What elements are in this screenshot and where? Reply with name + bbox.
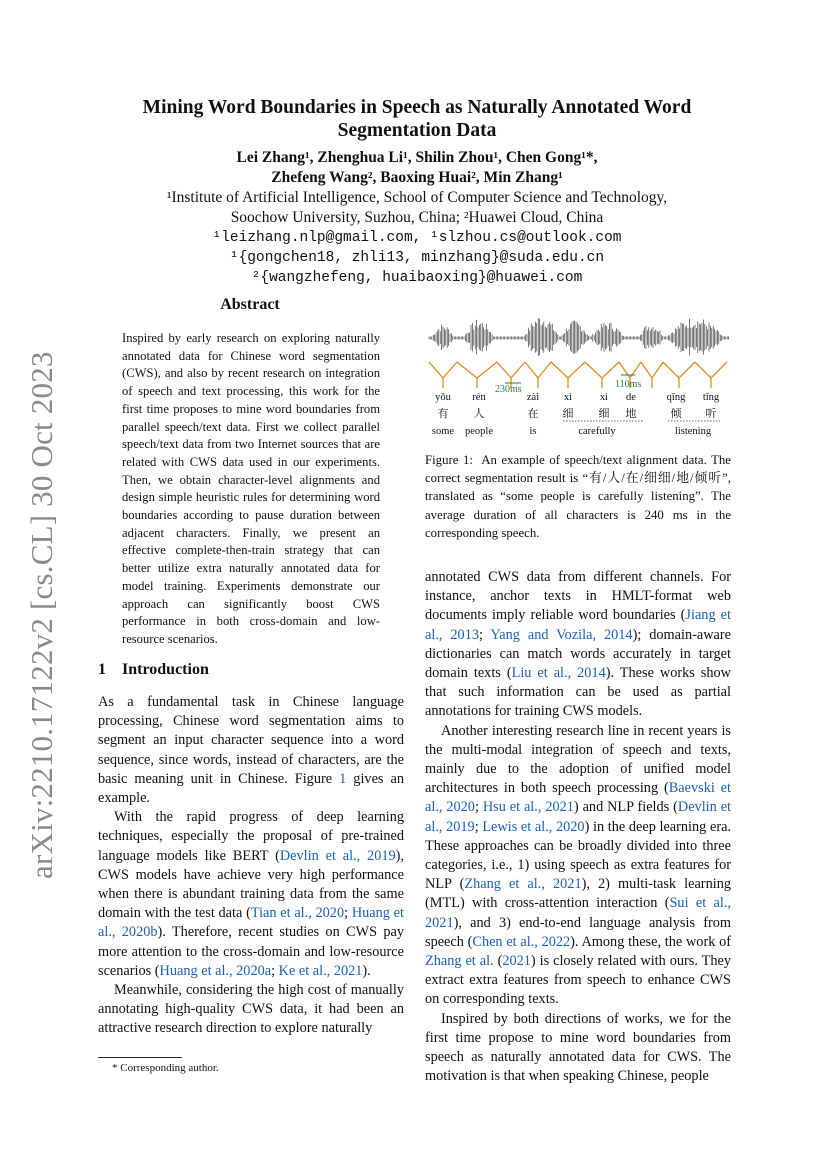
- gloss-label: carefully: [578, 426, 616, 437]
- citation-link[interactable]: Jiang et al., 2013: [425, 607, 731, 643]
- pinyin-label: rén: [472, 392, 486, 403]
- affiliation-line-1: ¹Institute of Artificial Intelligence, School of Computer Science and Technology,: [166, 189, 668, 206]
- abstract-body: Inspired by early research on exploring naturally annotated data for Chinese word segmentation (CWS), and also by recent research on integration of speech and text processing, this work for the first time proposes to mine word boundaries from parallel speech/text data. First we collect parallel speech/text data from two Internet sources that are related with CWS data used in our experiments. Then, we obtain character-level alignments and design simple heuristic rules for determining word boundaries according to pause duration between adjacent characters. Finally, we present an effective complete-then-train strategy that can better utilize extra naturally annotated data for model training. Experiments demonstrate our approach can significantly boost CWS performance in both cross-domain and low-resource scenarios.: [122, 331, 380, 646]
- authors-line-1: Lei Zhang¹, Zhenghua Li¹, Shilin Zhou¹, Chen Gong¹*,: [236, 149, 598, 166]
- paragraph: With the rapid progress of deep learning techniques, especially the proposal of pre-trained language models like BERT (Devlin et al., 2019), CWS models have achieve very high performance when there is abundant training data from the same domain with the test data (Tian et al., 2020; Huang et al., 2020b). Therefore, recent studies on CWS pay more attention to the cross-domain and low-resource scenarios (Huang et al., 2020a; Ke et al., 2021).: [98, 809, 404, 979]
- pinyin-label: xì: [599, 392, 609, 403]
- citation-link[interactable]: Devlin et al., 2019: [279, 847, 396, 864]
- waveform: [429, 318, 729, 356]
- caption-label: Figure 1:: [425, 453, 473, 467]
- citation-link[interactable]: Devlin et al., 2019: [425, 799, 732, 835]
- right-column: [425, 568, 731, 1086]
- gloss-label: some: [431, 426, 455, 437]
- paragraph: annotated CWS data from different channels. For instance, anchor texts in HMLT-format web documents imply reliable word boundaries (Jiang et al., 2013; Yang and Vozila, 2014); domain-aware dictionaries can match words accurately in target domain texts (Liu et al., 2014). These works show that such information can be used as partial annotations for training CWS models.: [425, 569, 731, 720]
- figure-1-waveform: [425, 300, 735, 450]
- citation-link[interactable]: Liu et al., 2014: [511, 665, 606, 682]
- pinyin-label: qīng: [666, 392, 686, 403]
- footnote: * Corresponding author.: [112, 1062, 219, 1074]
- gloss-label: listening: [674, 426, 712, 437]
- alignment-lines: [429, 362, 727, 388]
- section-number: 1: [98, 661, 106, 678]
- pinyin-label: tīng: [702, 392, 720, 403]
- chinese-char: 人: [473, 407, 485, 420]
- email-line-2: ¹{gongchen18, zhli13, minzhang}@suda.edu.cn: [229, 250, 605, 266]
- citation-link[interactable]: Sui et al., 2021: [425, 895, 731, 931]
- chinese-char: 细: [562, 407, 574, 420]
- email-line-1: ¹leizhang.nlp@gmail.com, ¹slzhou.cs@outlook.com: [212, 230, 622, 246]
- citation-link[interactable]: Baevski et al., 2020: [425, 780, 732, 816]
- paragraph: Inspired by both directions of works, we for the first time propose to mine word boundaries from speech as naturally annotated data for CWS. The motivation is that when speaking Chinese, people: [425, 1010, 731, 1085]
- email-line-3: ²{wangzhefeng, huaibaoxing}@huawei.com: [251, 270, 583, 286]
- affiliation-line-2: Soochow University, Suzhou, China; ²Huawei Cloud, China: [230, 209, 604, 226]
- footnote-rule: [98, 1057, 182, 1058]
- section-title: Introduction: [122, 661, 209, 678]
- pinyin-label: de: [626, 392, 636, 403]
- gloss-label: people: [465, 426, 493, 437]
- citation-link[interactable]: Lewis et al., 2020: [482, 818, 585, 835]
- pinyin-label: zài: [526, 392, 540, 403]
- pinyin-label: xì: [563, 392, 573, 403]
- chinese-char: 听: [705, 407, 717, 420]
- authors-line-2: Zhefeng Wang², Baoxing Huai², Min Zhang¹: [271, 169, 563, 186]
- figure-link[interactable]: 1: [339, 770, 347, 787]
- citation-link[interactable]: 2021: [502, 953, 531, 970]
- citation-link[interactable]: Huang et al., 2020a: [159, 962, 272, 979]
- chinese-char: 倾: [670, 407, 682, 420]
- citation-link[interactable]: Zhang et al., 2021: [464, 876, 582, 893]
- citation-link[interactable]: Yang and Vozila, 2014: [490, 626, 633, 643]
- citation-link[interactable]: Chen et al., 2022: [472, 933, 571, 950]
- chinese-char: 细: [598, 407, 610, 420]
- paper-title: Mining Word Boundaries in Speech as Naturally Annotated Word Segmentation Data: [142, 97, 692, 141]
- pause-label-1: 230ms: [495, 384, 522, 395]
- author-list: [100, 148, 734, 188]
- abstract-heading: Abstract: [220, 296, 280, 313]
- figure-1-caption: [425, 451, 731, 542]
- chinese-char: 地: [625, 407, 637, 420]
- paragraph: As a fundamental task in Chinese language processing, Chinese word segmentation aims to segment an input character sequence into a word sequence, since words, instead of characters, are the basic meaning unit in Chinese. Figure 1 gives an example.: [98, 694, 404, 807]
- chinese-char: 有: [437, 407, 449, 420]
- citation-link[interactable]: Huang et al., 2020b: [98, 905, 404, 941]
- citation-link[interactable]: Zhang et al.: [425, 953, 494, 970]
- arxiv-sidebar-stamp: arXiv:2210.17122v2 [cs.CL] 30 Oct 2023: [24, 351, 59, 879]
- gloss-label: is: [529, 426, 537, 437]
- pause-label-2: 110ms: [615, 379, 642, 390]
- citation-link[interactable]: Hsu et al., 2021: [482, 799, 574, 816]
- citation-link[interactable]: Tian et al., 2020: [250, 905, 345, 922]
- citation-link[interactable]: Ke et al., 2021: [278, 962, 363, 979]
- pinyin-label: yǒu: [435, 392, 451, 403]
- chinese-char: 在: [527, 407, 539, 420]
- paragraph: Another interesting research line in recent years is the multi-modal integration of speech and texts, mainly due to the adoption of unified model architectures in both speech processing (Baevski et al., 2020; Hsu et al., 2021) and NLP fields (Devlin et al., 2019; Lewis et al., 2020) in the deep learning era. These approaches can be broadly divided into three categories, i.e., 1) using speech as extra features for NLP (Zhang et al., 2021), 2) multi-task learning (MTL) with cross-attention interaction (Sui et al., 2021), and 3) end-to-end language analysis from speech (Chen et al., 2022). Among these, the work of Zhang et al. (2021) is closely related with ours. They extract extra features from speech to enhance CWS on corresponding texts.: [425, 722, 732, 1008]
- caption-text: An example of speech/text alignment data. The correct segmentation result is “有/人/在/细细/地/倾听”, translated as “some people is carefully listening”. The average duration of all characters is 240 ms in the corresponding speech.: [425, 453, 731, 540]
- section-heading: [98, 661, 209, 679]
- left-column: [98, 693, 404, 1039]
- affiliations: [100, 188, 734, 288]
- paragraph: Meanwhile, considering the high cost of manually annotating high-quality CWS data, it had been an attractive research direction to explore naturally: [98, 982, 404, 1037]
